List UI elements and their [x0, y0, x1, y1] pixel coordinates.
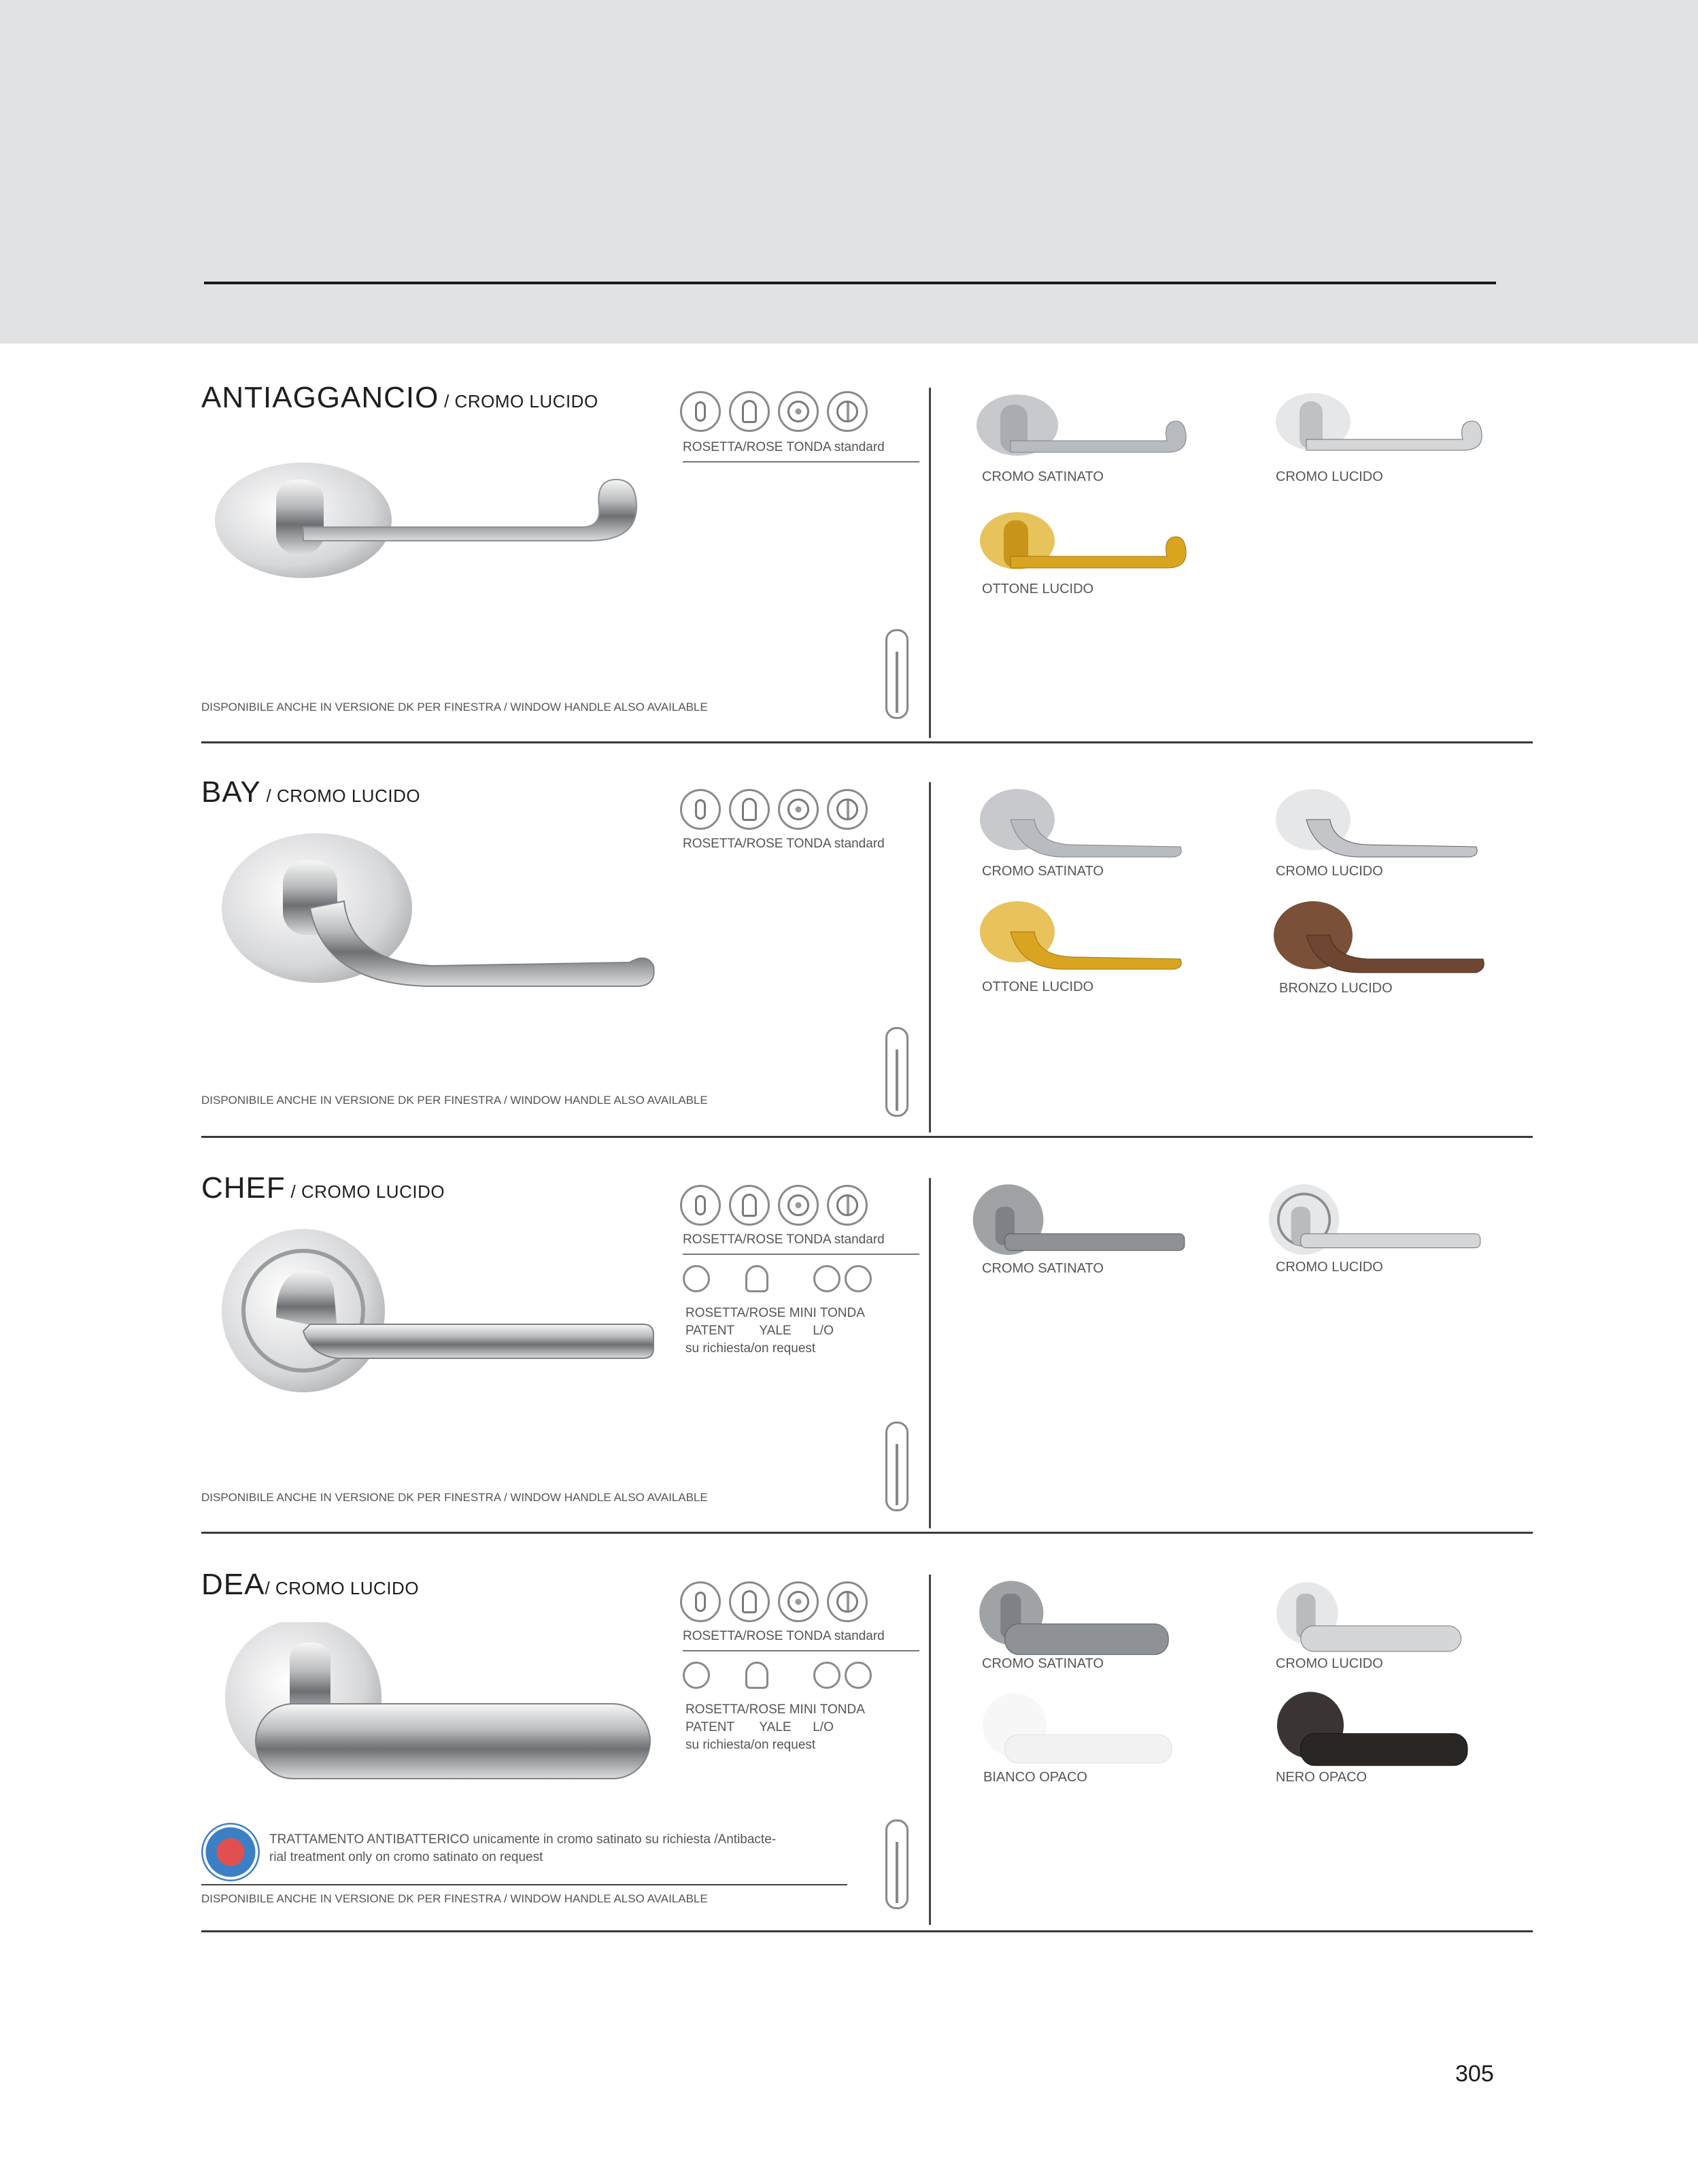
variant-label: OTTONE LUCIDO — [982, 582, 1094, 597]
column-divider — [929, 782, 931, 1132]
yale-icon — [729, 789, 770, 830]
section-separator — [201, 741, 1533, 743]
mini-rosette-icons — [683, 1265, 876, 1292]
dk-rule — [201, 1884, 847, 1885]
rosette-icons — [680, 1581, 868, 1622]
patent-mini-icon — [683, 1662, 710, 1689]
dk-note: DISPONIBILE ANCHE IN VERSIONE DK PER FINESTRA / WINDOW HANDLE ALSO AVAILABLE — [201, 1094, 708, 1107]
rosette-rule — [683, 1650, 919, 1651]
variant-label: CROMO LUCIDO — [1276, 1260, 1383, 1275]
variant-label: BIANCO OPACO — [983, 1770, 1087, 1785]
patent-icon — [680, 789, 721, 830]
mini-rosette-note: ROSETTA/ROSE MINI TONDA PATENT YALE L/O su richiesta/on request — [685, 1306, 865, 1356]
window-handle-icon — [885, 1819, 909, 1909]
lo-mini-icon — [813, 1265, 840, 1292]
dk-note: DISPONIBILE ANCHE IN VERSIONE DK PER FINESTRA / WINDOW HANDLE ALSO AVAILABLE — [201, 701, 708, 713]
variant-label: NERO OPACO — [1276, 1770, 1368, 1785]
handle-image — [201, 826, 664, 1003]
page-number: 305 — [1455, 2061, 1494, 2087]
column-divider — [929, 388, 931, 738]
variant-label: CROMO LUCIDO — [1276, 864, 1383, 879]
lo-wc-icon — [827, 1185, 868, 1226]
lo-wc-mini-icon — [845, 1265, 872, 1292]
section-separator — [201, 1930, 1533, 1932]
lo-icon — [778, 789, 819, 830]
lo-wc-mini-icon — [845, 1662, 872, 1689]
lo-mini-icon — [813, 1662, 840, 1689]
yale-icon — [729, 1185, 770, 1226]
mini-rosette-icons — [683, 1662, 876, 1689]
antibacterial-note: TRATTAMENTO ANTIBATTERICO unicamente in cromo satinato su richiesta /Antibacte- rial treatment only on cromo satinato on request — [269, 1832, 777, 1864]
product-bay — [201, 775, 1533, 1138]
product-title: DEA/ CROMO LUCIDO — [201, 1568, 420, 1601]
rosette-icons — [680, 391, 868, 432]
rosette-rule — [683, 1254, 919, 1255]
antibacterial-icon — [201, 1823, 260, 1881]
product-dea — [201, 1568, 1533, 1932]
handle-image — [201, 1229, 664, 1406]
column-divider — [929, 1575, 931, 1925]
rosette-icons — [680, 1185, 868, 1226]
header-band — [0, 0, 1698, 343]
yale-icon — [729, 391, 770, 432]
patent-icon — [680, 1185, 721, 1226]
column-divider — [929, 1178, 931, 1528]
variant-label: OTTONE LUCIDO — [982, 979, 1094, 994]
yale-icon — [729, 1581, 770, 1622]
product-antiaggancio — [201, 381, 1533, 743]
section-separator — [201, 1136, 1533, 1138]
rosette-rule — [683, 461, 919, 463]
lo-wc-icon — [827, 789, 868, 830]
mini-rosette-note: ROSETTA/ROSE MINI TONDA PATENT YALE L/O su richiesta/on request — [685, 1702, 865, 1752]
variant-label: CROMO LUCIDO — [1276, 1656, 1383, 1671]
product-title: ANTIAGGANCIO / CROMO LUCIDO — [201, 381, 598, 414]
dk-note: DISPONIBILE ANCHE IN VERSIONE DK PER FINESTRA / WINDOW HANDLE ALSO AVAILABLE — [201, 1491, 708, 1504]
patent-icon — [680, 391, 721, 432]
yale-mini-icon — [745, 1662, 768, 1689]
header-rule — [204, 282, 1496, 284]
lo-wc-icon — [827, 1581, 868, 1622]
variant-label: CROMO SATINATO — [982, 1656, 1104, 1671]
variant-label: BRONZO LUCIDO — [1279, 981, 1393, 996]
lo-icon — [778, 1185, 819, 1226]
handle-image — [201, 1622, 664, 1799]
handle-image — [201, 439, 664, 616]
patent-mini-icon — [683, 1265, 710, 1292]
rosette-icons — [680, 789, 868, 830]
product-title: CHEF / CROMO LUCIDO — [201, 1171, 445, 1205]
product-title: BAY / CROMO LUCIDO — [201, 775, 421, 809]
dk-note: DISPONIBILE ANCHE IN VERSIONE DK PER FINESTRA / WINDOW HANDLE ALSO AVAILABLE — [201, 1892, 708, 1905]
product-chef — [201, 1171, 1533, 1534]
rosette-label: ROSETTA/ROSE TONDA standard — [683, 1232, 885, 1247]
patent-icon — [680, 1581, 721, 1622]
variant-label: CROMO SATINATO — [982, 864, 1104, 879]
variant-label: CROMO SATINATO — [982, 1261, 1104, 1276]
yale-mini-icon — [745, 1265, 768, 1292]
window-handle-icon — [885, 1027, 909, 1117]
window-handle-icon — [885, 629, 909, 719]
window-handle-icon — [885, 1422, 909, 1511]
lo-icon — [778, 1581, 819, 1622]
variant-label: CROMO SATINATO — [982, 469, 1104, 484]
section-separator — [201, 1532, 1533, 1534]
rosette-label: ROSETTA/ROSE TONDA standard — [683, 837, 885, 851]
variant-label: CROMO LUCIDO — [1276, 469, 1383, 484]
rosette-label: ROSETTA/ROSE TONDA standard — [683, 1629, 885, 1643]
rosette-label: ROSETTA/ROSE TONDA standard — [683, 440, 885, 454]
lo-icon — [778, 391, 819, 432]
lo-wc-icon — [827, 391, 868, 432]
